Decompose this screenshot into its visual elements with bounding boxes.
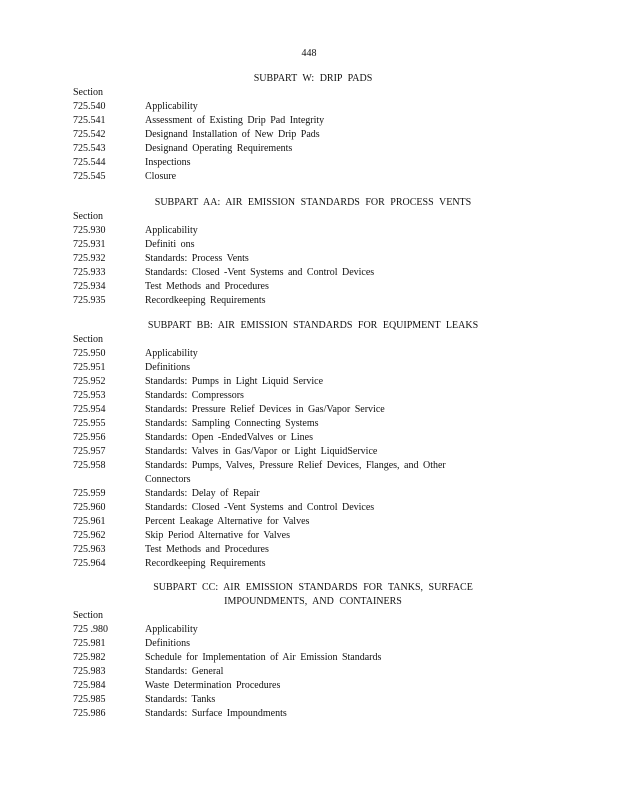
- section-number: 725.952: [73, 376, 106, 387]
- section-number: 725 .980: [73, 624, 108, 635]
- section-title: Standards: Tanks: [145, 694, 216, 705]
- table-row: [73, 252, 618, 266]
- section-title: Standards: Valves in Gas/Vapor or Light LiquidService: [145, 446, 378, 457]
- section-number: 725.933: [73, 267, 106, 278]
- section-title: Standards: Closed -Vent Systems and Control Devices: [145, 502, 375, 513]
- section-title: Recordkeeping Requirements: [145, 558, 266, 569]
- section-title: Standards: Closed -Vent Systems and Control Devices: [145, 267, 375, 278]
- table-row: [73, 417, 618, 431]
- table-row: [73, 693, 618, 707]
- section-title: Standards: Compressors: [145, 390, 244, 401]
- section-number: 725.930: [73, 225, 106, 236]
- section-number: 725.983: [73, 666, 106, 677]
- table-row: [73, 557, 618, 571]
- subpart-title-line1: SUBPART CC: AIR EMISSION STANDARDS FOR TANKS, SURFACE: [153, 582, 473, 593]
- table-row: [73, 266, 618, 280]
- table-row: [73, 515, 618, 529]
- section-title: Standards: Open -EndedValves or Lines: [145, 432, 313, 443]
- section-number: 725.931: [73, 239, 106, 250]
- section-number: 725.981: [73, 638, 106, 649]
- section-title: Assessment of Existing Drip Pad Integrity: [145, 115, 325, 126]
- section-number: 725.954: [73, 404, 106, 415]
- section-title: Definitions: [145, 638, 190, 649]
- section-title: Test Methods and Procedures: [145, 544, 269, 555]
- section-label: Section: [73, 211, 103, 222]
- section-title: Standards: Pressure Relief Devices in Gas/Vapor Service: [145, 404, 385, 415]
- section-number: 725.950: [73, 348, 106, 359]
- section-number: 725.953: [73, 390, 106, 401]
- section-title: Definiti ons: [145, 239, 195, 250]
- table-row: [73, 280, 618, 294]
- subpart-bb: [73, 319, 618, 571]
- section-title: Closure: [145, 171, 177, 182]
- section-title: Recordkeeping Requirements: [145, 295, 266, 306]
- table-row: [73, 100, 618, 114]
- section-title: Designand Installation of New Drip Pads: [145, 129, 320, 140]
- subpart-title: SUBPART W: DRIP PADS: [253, 73, 373, 84]
- section-number: 725.545: [73, 171, 106, 182]
- table-row: [73, 623, 618, 637]
- table-row: [73, 238, 618, 252]
- table-row: [73, 170, 618, 184]
- table-row: [73, 403, 618, 417]
- page-number: 448: [301, 48, 317, 59]
- section-number: 725.935: [73, 295, 106, 306]
- section-title: Applicability: [145, 624, 198, 635]
- table-row: [73, 651, 618, 665]
- table-row: [73, 347, 618, 361]
- table-row: [73, 431, 618, 445]
- section-number: 725.957: [73, 446, 106, 457]
- section-title: Schedule for Implementation of Air Emission Standards: [145, 652, 382, 663]
- subpart-cc: [73, 581, 618, 721]
- subpart-title: SUBPART BB: AIR EMISSION STANDARDS FOR EQUIPMENT LEAKS: [147, 320, 479, 331]
- section-number: 725.934: [73, 281, 106, 292]
- section-title: Standards: General: [145, 666, 224, 677]
- section-number: 725.955: [73, 418, 106, 429]
- section-number: 725.541: [73, 115, 106, 126]
- table-row: [73, 294, 618, 308]
- table-row: [73, 224, 618, 238]
- section-number: 725.982: [73, 652, 106, 663]
- table-row: [73, 445, 618, 459]
- section-title: Standards: Process Vents: [145, 253, 249, 264]
- section-number: 725.986: [73, 708, 106, 719]
- table-row: [73, 156, 618, 170]
- section-title: Designand Operating Requirements: [145, 143, 293, 154]
- section-number: 725.543: [73, 143, 106, 154]
- section-title: Standards: Sampling Connecting Systems: [145, 418, 319, 429]
- section-number: 725.964: [73, 558, 106, 569]
- table-row: [73, 637, 618, 651]
- section-title: Applicability: [145, 225, 198, 236]
- section-title: Percent Leakage Alternative for Valves: [145, 516, 310, 527]
- section-number: 725.961: [73, 516, 106, 527]
- section-number: 725.959: [73, 488, 106, 499]
- table-row: [73, 707, 618, 721]
- section-number: 725.956: [73, 432, 106, 443]
- section-title: Definitions: [145, 362, 190, 373]
- section-number: 725.985: [73, 694, 106, 705]
- table-row: [73, 679, 618, 693]
- table-row: [73, 529, 618, 543]
- table-row: [73, 487, 618, 501]
- section-label: Section: [73, 610, 103, 621]
- section-number: 725.544: [73, 157, 106, 168]
- table-row: [73, 361, 618, 375]
- section-number: 725.932: [73, 253, 106, 264]
- section-title: Waste Determination Procedures: [145, 680, 281, 691]
- table-row: [73, 114, 618, 128]
- section-number: 725.963: [73, 544, 106, 555]
- table-row: [73, 375, 618, 389]
- section-label: Section: [73, 87, 103, 98]
- section-number: 725.540: [73, 101, 106, 112]
- section-number: 725.960: [73, 502, 106, 513]
- section-title: Applicability: [145, 101, 198, 112]
- section-number: 725.962: [73, 530, 106, 541]
- subpart-w: [73, 72, 618, 184]
- section-number: 725.951: [73, 362, 106, 373]
- subpart-title-line2: IMPOUNDMENTS, AND CONTAINERS: [224, 596, 402, 607]
- section-title: Standards: Pumps in Light Liquid Service: [145, 376, 324, 387]
- section-title: Standards: Delay of Repair: [145, 488, 260, 499]
- section-title: Skip Period Alternative for Valves: [145, 530, 291, 541]
- section-number: 725.958: [73, 460, 106, 471]
- table-row: [73, 543, 618, 557]
- table-row: [73, 501, 618, 515]
- section-number: 725.984: [73, 680, 106, 691]
- section-title: Test Methods and Procedures: [145, 281, 269, 292]
- table-row: [73, 142, 618, 156]
- subpart-aa: [73, 196, 618, 308]
- table-row: [73, 459, 618, 487]
- section-label: Section: [73, 334, 103, 345]
- section-title: Inspections: [145, 157, 191, 168]
- section-title: Standards: Surface Impoundments: [145, 708, 287, 719]
- table-row: [73, 128, 618, 142]
- section-number: 725.542: [73, 129, 106, 140]
- table-row: [73, 389, 618, 403]
- table-row: [73, 665, 618, 679]
- section-title: Applicability: [145, 348, 198, 359]
- subpart-title: SUBPART AA: AIR EMISSION STANDARDS FOR PROCESS VENTS: [154, 197, 472, 208]
- section-title: Standards: Pumps, Valves, Pressure Relief Devices, Flanges, and Other Connectors: [145, 460, 446, 485]
